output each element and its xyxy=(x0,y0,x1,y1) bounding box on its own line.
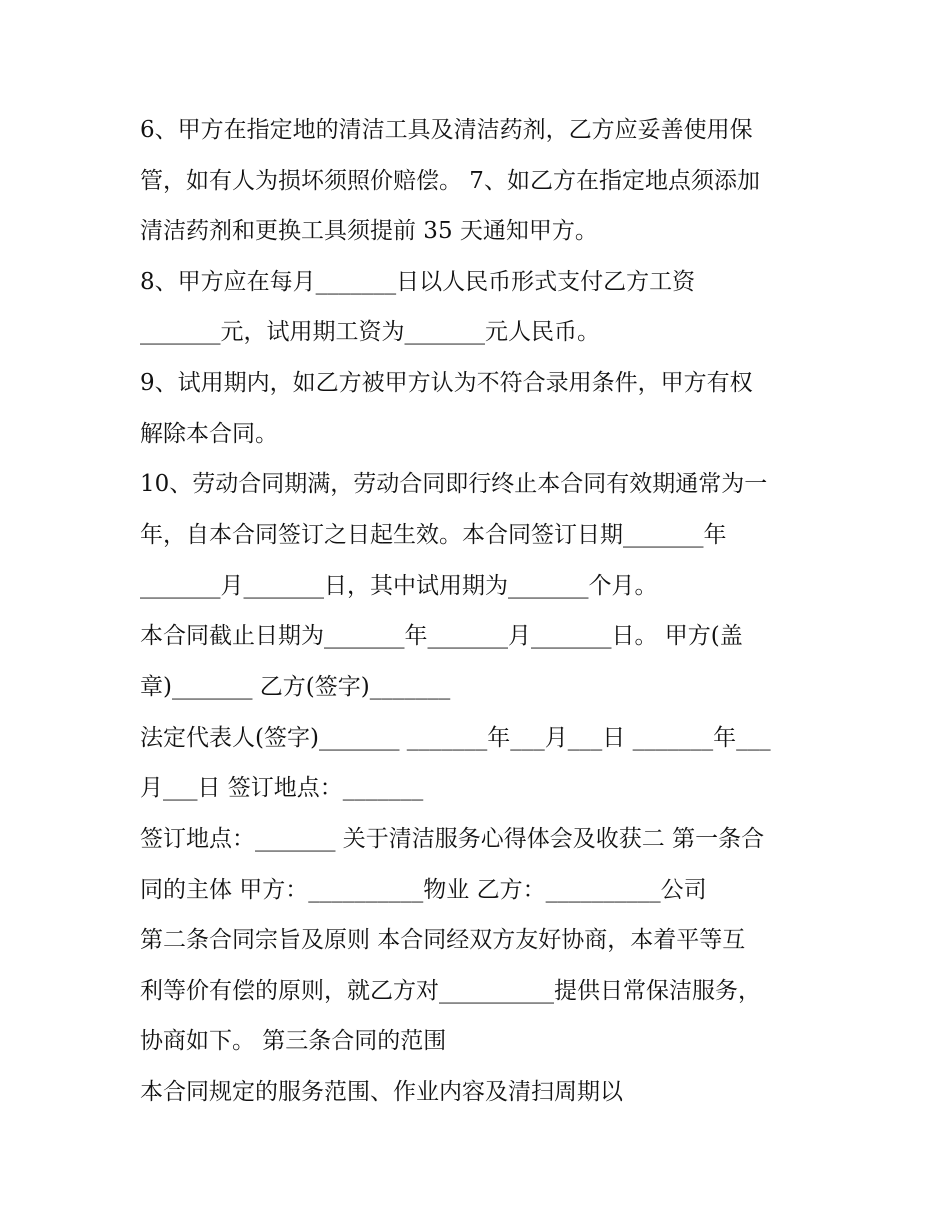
text-line: 同的主体 甲方：__________物业 乙方：__________公司 xyxy=(140,877,707,903)
text-line: 月___日 签订地点：_______ xyxy=(140,775,424,801)
text-line: 协商如下。 第三条合同的范围 xyxy=(140,1028,447,1054)
text-line: _______月_______日，其中试用期为_______个月。 xyxy=(140,573,658,599)
text-line: 管，如有人为损坏须照价赔偿。 7、如乙方在指定地点须添加 xyxy=(140,168,760,194)
text-line: 年，自本合同签订之日起生效。本合同签订日期_______年 xyxy=(140,522,727,548)
text-line: 10、劳动合同期满，劳动合同即行终止本合同有效期通常为一 xyxy=(140,471,768,497)
text-line: 法定代表人(签字)_______ _______年___月___日 _______年___ xyxy=(140,725,771,751)
text-line: 本合同截止日期为_______年_______月_______日。 甲方(盖 xyxy=(140,623,743,649)
text-line: 清洁药剂和更换工具须提前 35 天通知甲方。 xyxy=(140,218,598,244)
text-line: 8、甲方应在每月_______日以人民币形式支付乙方工资 xyxy=(140,269,696,295)
text-line: 利等价有偿的原则，就乙方对__________提供日常保洁服务， xyxy=(140,978,761,1004)
text-line: 解除本合同。 xyxy=(140,421,278,447)
text-line: 第二条合同宗旨及原则 本合同经双方友好协商，本着平等互 xyxy=(140,927,746,953)
text-line: 签订地点：_______ 关于清洁服务心得体会及收获二 第一条合 xyxy=(140,826,765,852)
text-line: 章)_______ 乙方(签字)_______ xyxy=(140,674,451,700)
text-line: 6、甲方在指定地的清洁工具及清洁药剂，乙方应妥善使用保 xyxy=(140,117,753,143)
text-line: _______元，试用期工资为_______元人民币。 xyxy=(140,319,600,345)
text-line: 9、试用期内，如乙方被甲方认为不符合录用条件，甲方有权 xyxy=(140,370,753,396)
text-line: 本合同规定的服务范围、作业内容及清扫周期以 xyxy=(140,1079,623,1105)
